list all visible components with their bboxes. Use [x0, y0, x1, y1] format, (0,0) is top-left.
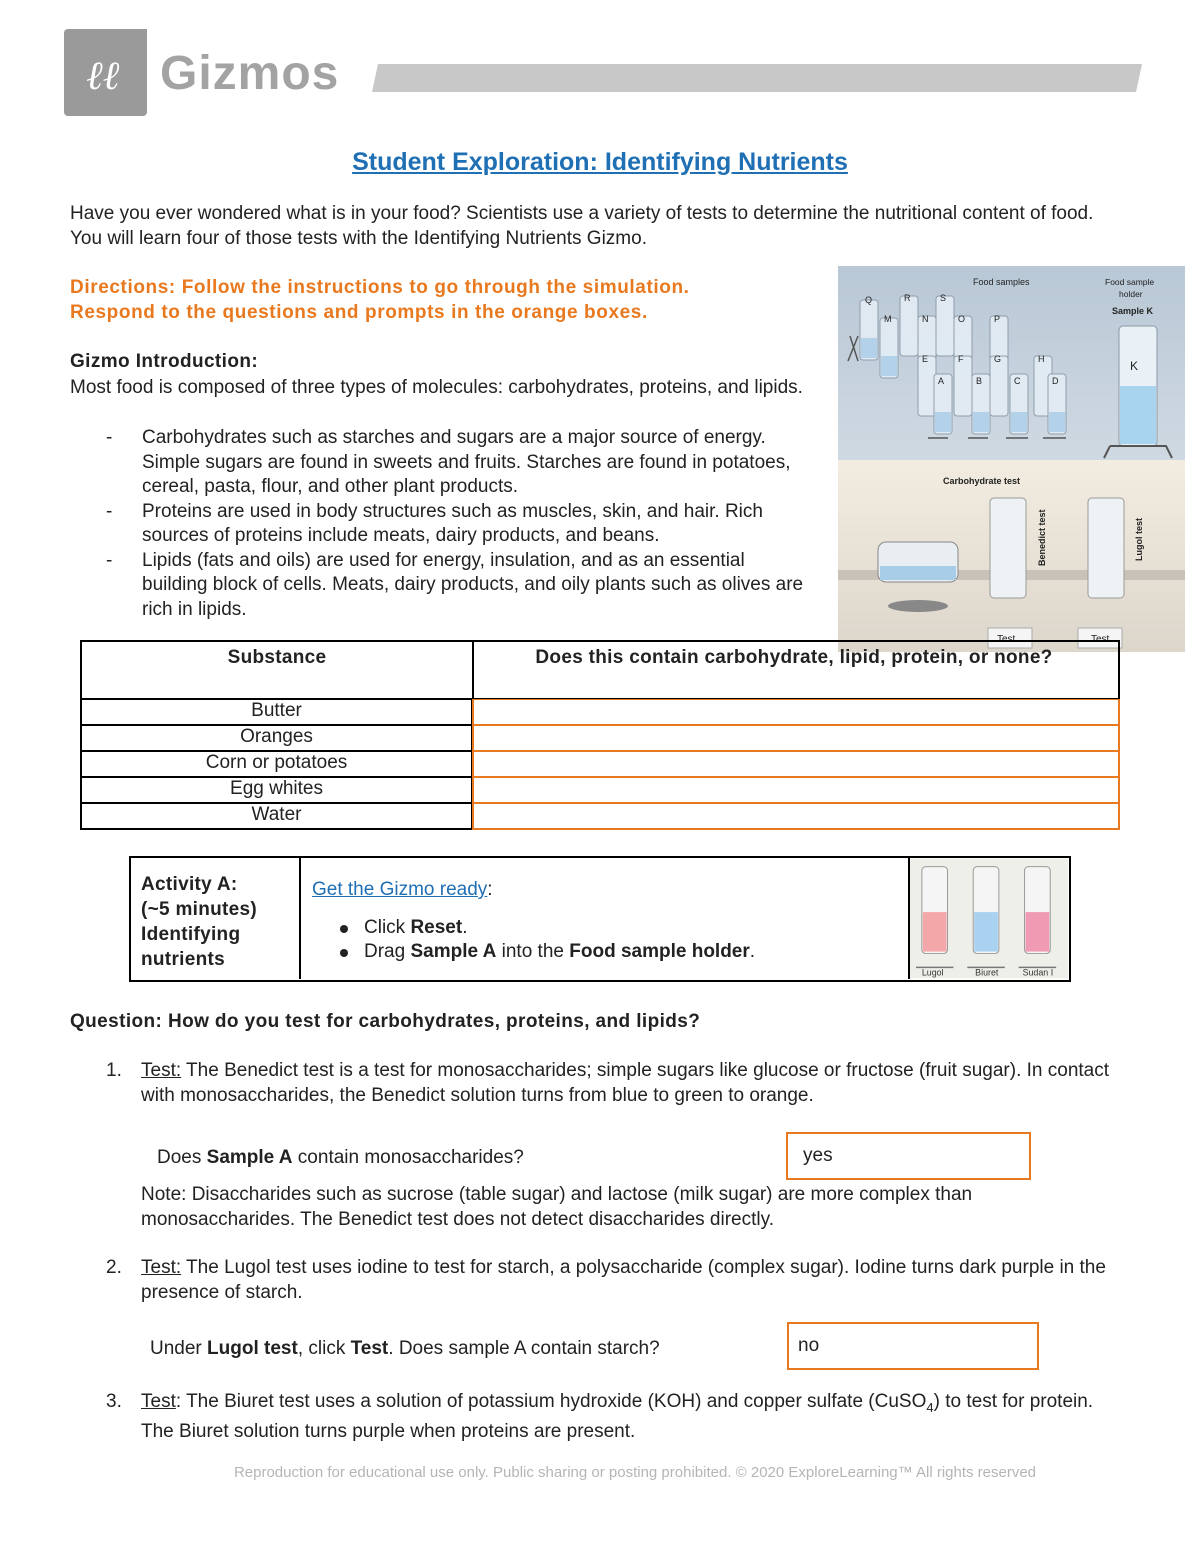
- answer-cell-oranges[interactable]: [472, 725, 1120, 752]
- svg-text:F: F: [958, 354, 964, 364]
- step-drag-sample: Drag Sample A into the Food sample holder.: [334, 940, 908, 965]
- svg-text:H: H: [1038, 354, 1045, 364]
- substance-cell: Water: [80, 803, 473, 830]
- table-row: [80, 777, 1120, 804]
- step-click-reset: Click Reset.: [334, 916, 908, 941]
- table-row: [80, 751, 1120, 778]
- substance-cell: Butter: [80, 699, 473, 726]
- svg-text:Biuret: Biuret: [975, 967, 999, 978]
- footer-copyright: Reproduction for educational use only. Public sharing or posting prohibited. © 2020 ExploreLearning™ All rights reserved: [233, 1464, 1037, 1481]
- answer-box-starch[interactable]: no: [787, 1322, 1039, 1370]
- svg-text:N: N: [922, 314, 929, 324]
- svg-text:Food sample: Food sample: [1105, 277, 1155, 287]
- intro-paragraph: Have you ever wondered what is in your food? Scientists use a variety of tests to determine the nutritional content of food. You will learn four of those tests with the Identifying Nutrients Gizmo.: [70, 203, 1094, 249]
- answer-cell-egg-whites[interactable]: [472, 777, 1120, 804]
- gizmo-simulation-image: [838, 266, 1185, 652]
- svg-text:Lugol test: Lugol test: [1134, 518, 1144, 561]
- svg-text:E: E: [922, 354, 929, 364]
- directions-line-1: Directions: Follow the instructions to go through the simulation.: [70, 277, 690, 298]
- note-disaccharides: Note: Disaccharides such as sucrose (table sugar) and lactose (milk sugar) are more complex than monosaccharides. The Benedict test does not detect disaccharides directly.: [141, 1184, 973, 1230]
- svg-text:holder: holder: [1119, 289, 1143, 299]
- header-question: Does this contain carbohydrate, lipid, protein, or none?: [535, 647, 1053, 668]
- bullet-proteins: - Proteins are used in body structures such as muscles, skin, and hair. Rich sources of proteins include meats, dairy products, and beans.: [70, 500, 815, 549]
- activity-a-box: [129, 856, 1071, 982]
- svg-text:O: O: [958, 314, 966, 324]
- substance-cell: Egg whites: [80, 777, 473, 804]
- svg-text:A: A: [938, 376, 945, 386]
- svg-text:Lugol: Lugol: [921, 967, 944, 978]
- gizmo-intro-paragraph: Most food is composed of three types of molecules: carbohydrates, proteins, and lipids.: [70, 377, 803, 398]
- svg-text:Food samples: Food samples: [973, 277, 1030, 287]
- svg-text:B: B: [976, 376, 983, 386]
- question-heading: Question: How do you test for carbohydrates, proteins, and lipids?: [70, 1011, 701, 1032]
- directions-line-2: Respond to the questions and prompts in the orange boxes.: [70, 301, 648, 323]
- svg-text:Q: Q: [865, 295, 873, 305]
- substance-cell: Corn or potatoes: [80, 751, 473, 778]
- answer-cell-corn[interactable]: [472, 751, 1120, 778]
- get-gizmo-ready-link[interactable]: Get the Gizmo ready: [312, 879, 488, 900]
- activity-label: Activity A: (~5 minutes) Identifying nutrients: [131, 858, 301, 979]
- answer-box-monosaccharides[interactable]: yes: [786, 1132, 1031, 1180]
- answer-cell-water[interactable]: [472, 803, 1120, 830]
- svg-text:Test: Test: [997, 634, 1016, 645]
- question-item-3: 3. Test: The Biuret test uses a solution of potassium hydroxide (KOH) and copper sulfate (CuSO$_4$) to test for protein. The Biuret solution turns purple when proteins are present.: [106, 1391, 1094, 1443]
- svg-text:G: G: [994, 354, 1002, 364]
- activity-instructions: Get the Gizmo ready: Click Reset. Drag Sample A into the Food sample holder.: [301, 858, 908, 979]
- page-title: Student Exploration: Identifying Nutrients: [352, 148, 848, 176]
- test-tubes-image: [908, 858, 1068, 979]
- svg-text:D: D: [1052, 376, 1059, 386]
- svg-text:Sudan I: Sudan I: [1022, 967, 1054, 978]
- table-header: [80, 640, 1120, 700]
- prompt-monosaccharides: Does Sample A contain monosaccharides?: [157, 1147, 524, 1168]
- answer-cell-butter[interactable]: [472, 699, 1120, 726]
- table-row: [80, 725, 1120, 752]
- svg-text:P: P: [994, 314, 1001, 324]
- question-item-1: 1. Test: The Benedict test is a test for monosaccharides; simple sugars like glucose or fructose (fruit sugar). In contact with monosaccharides, the Benedict solution turns from blue to green to orange.: [106, 1060, 1110, 1106]
- table-row: [80, 699, 1120, 726]
- question-item-2: 2. Test: The Lugol test uses iodine to test for starch, a polysaccharide (complex sugar). Iodine turns dark purple in the presence of starch.: [106, 1257, 1106, 1303]
- substance-cell: Oranges: [80, 725, 473, 752]
- prompt-starch: Under Lugol test, click Test. Does sample A contain starch?: [150, 1338, 660, 1359]
- gizmo-intro-heading: Gizmo Introduction:: [70, 351, 259, 372]
- svg-text:ℓℓ: ℓℓ: [86, 53, 120, 99]
- nutrient-bullet-list: [70, 426, 815, 622]
- header-bar: [372, 64, 1142, 92]
- bullet-carbohydrates: - Carbohydrates such as starches and sugars are a major source of energy. Simple sugars are found in sweets and fruits. Starches are found in potatoes, cereal, pasta, flour, and other plant products.: [70, 426, 815, 500]
- svg-text:Test: Test: [1091, 634, 1110, 645]
- header-substance: Substance: [82, 642, 474, 698]
- directions: [70, 276, 810, 325]
- svg-text:Sample K: Sample K: [1112, 306, 1154, 316]
- svg-text:M: M: [884, 314, 892, 324]
- explorelearning-logo-icon: [64, 29, 147, 116]
- svg-text:C: C: [1014, 376, 1021, 386]
- svg-text:K: K: [1130, 359, 1139, 373]
- table-row: [80, 803, 1120, 830]
- svg-text:R: R: [904, 293, 911, 303]
- svg-text:S: S: [940, 293, 947, 303]
- brand-name: Gizmos: [160, 47, 340, 100]
- svg-text:Carbohydrate test: Carbohydrate test: [943, 476, 1021, 486]
- bullet-lipids: - Lipids (fats and oils) are used for energy, insulation, and as an essential building block of cells. Meats, dairy products, and oily plants such as olives are rich in lipids.: [70, 549, 815, 623]
- svg-text:Benedict test: Benedict test: [1037, 509, 1047, 566]
